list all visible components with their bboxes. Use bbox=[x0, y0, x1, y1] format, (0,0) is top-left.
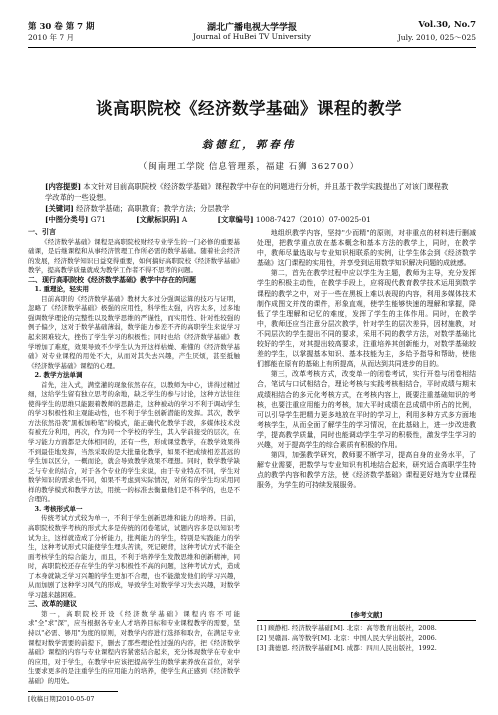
reference-item: [2] 吴赣昌. 高等数学[M]. 北京：中国人民大学出版社，2006. bbox=[257, 634, 437, 642]
issue-number: 第 30 卷 第 7 期 bbox=[28, 22, 95, 32]
journal-name-en: Journal of HuBei TV University bbox=[193, 32, 311, 41]
left-col-heading: 3. 考核形式单一 bbox=[34, 504, 83, 513]
left-col-paragraph: 首先，注入式，满堂灌的现象依然存在，以教师为中心，讲得过精过细，这给学生留有独立思考的余地，缺乏学生的参与讨论，这种方法往往使得学生的思维只能跟着教师的思路走，这种被动的学习不利于调动学生的学习积极性和主观能动性，也不利于学生创新潜能的发挥。其次，教学方法依然沿袭"黑板加粉笔"的模式，能正确代化教学手段，多媒体技术没有被充分利用，再次，作为同一个学校的学生，其入学前接受的层次，在学习能力方面都是大体相同的，还有一些，形成课堂教学，在教学效果得不到最佳地发挥，当然采取的是大批量化教学，如果不把成绩相差甚远的学生加以区分，一概而论，就会导致教学效果不理想。同时，数学教学缺乏与专业的结合，对于各个专业的学生来说，由于专业特点不同，学生对数学知识的需求也不同，如果不考虑到实际情况，对所有的学生均采用同样的教学模式和教学方法，用统一的标准去衡量他们是不科学的，也是不合理的。 bbox=[28, 380, 240, 504]
keywords bbox=[45, 203, 453, 214]
right-column bbox=[257, 228, 476, 603]
reference-item: [1] 顾静相. 经济数学基础[M]. 北京：高等教育出版社，2008. bbox=[257, 624, 437, 632]
article-value: 1008-7427（2010）07-0025-01 bbox=[255, 215, 371, 224]
left-col-heading: 二、现行高职院校《经济数学基础》教学中存在的问题 bbox=[28, 275, 196, 284]
references-rule bbox=[257, 620, 476, 621]
references bbox=[257, 610, 476, 653]
volume-en: Vol.30, No.7 bbox=[418, 20, 476, 30]
left-col-heading: 三、改革的建议 bbox=[28, 600, 77, 609]
header-rule bbox=[28, 47, 476, 48]
keywords-text: 经济数学基础；高职教育；教学方法；分层教学 bbox=[76, 204, 230, 213]
journal-name-cn: 湖北广播电视大学学报 bbox=[206, 23, 297, 33]
footnote-rule bbox=[28, 691, 118, 692]
left-col-heading: 2. 教学方法单调 bbox=[34, 371, 83, 380]
right-col-paragraph: 第二，首先在教学过程中应以学生为主题，教师为主导，充分发挥学生的积极主动性，在教学手段上，应将现代教育教学技术运用到数学课程的教学之中，对于一些在黑板上难以表现的内容，利用多媒体技术制作成图文并茂的课件，形象直观，使学生能够快速的理解和掌握，降低了学生理解和记忆的难度，发挥了学生的主体作用。同时，在教学中，教师还应当注意分层次教学，针对学生的层次差异，因材施教，对不同层次的学生提出不同的要求，采用不同的教学方法，对数学基础比较好的学生，对其提出较高要求，注重培养其创新能力，对数学基础较差的学生，以掌握基本知识、基本技能为主，多给予指导和帮助，使他们都能在原有的基础上有所提高，从而达到共同进步的目的。 bbox=[257, 269, 476, 369]
abstract-tag: [内容提要] bbox=[45, 182, 82, 191]
article-tag: [文章编号] bbox=[217, 215, 254, 224]
paper-title: 谈高职院校《经济数学基础》课程的教学 bbox=[96, 99, 402, 118]
abstract-text: 本文针对目前高职院校《经济数学基础》课程教学中存在的问题进行分析，并且基于教学实践提出了对该门课程教学改革的一些设想。 bbox=[45, 182, 449, 202]
right-col-paragraph: 第四，加强教学研究，教师要不断学习，提高自身的业务水平，了解专业需要，把数学与专业知识有机地结合起来，研究适合高职学生特点的教学内容和教学方法，使《经济数学基础》课程更好地为专业课程服务，为学生的可持续发展服务。 bbox=[257, 451, 476, 490]
affiliation: （闽南理工学院 信息管理系，福建 石狮 362700） bbox=[138, 162, 360, 172]
right-col-paragraph: 第三，改革考核方式，改变单一的闭卷考试，实行开卷与闭卷相结合，笔试与口试相结合，理论考核与实践考核相结合，平时成绩与期末成绩相结合的多元化考核方式，在考核内容上，既要注重基础知识的考核，也要注重应用能力的考核，加大平时成绩在总成绩中所占的比例，可以引导学生把精力更多地放在平时的学习上，利用多种方式多方面地考核学生，从而全面了解学生的学习情况，在此基础上，进一步改进教学，提高教学质量，同时也能调动学生学习的积极性，激发学生学习的兴趣，对于提高学生的综合素质有积极的作用。 bbox=[257, 370, 476, 449]
received-date: [收稿日期]2010-05-07 bbox=[28, 696, 95, 703]
left-col-paragraph: 第一，高职院校开设《经济数学基础》课程内容不可能求"全"求"深"，应当根据各专业人才培养目标和专业课程教学的需要，坚持以"必需、够用"为度的原则，对教学内容进行选择和取舍，在满足专业课程对数学需要的前提下，删去了那些理论性过强的内容，把《经济数学基础》课程的内容与专业课程内容紧密结合起来，充分体现数学在专业中的应用，对于学生，在教学中应该把提高学生的数学素养放在首位，对学生要求更多的是注重学生的应用能力的培养，使学生真正感到《经济数学基础》的用处。 bbox=[28, 609, 240, 685]
issue-date: 2010 年 7 月 bbox=[28, 33, 75, 42]
left-column bbox=[28, 228, 240, 688]
doc-tag: [文献标识码] bbox=[136, 215, 180, 224]
keywords-tag: [关键词] bbox=[45, 204, 74, 213]
left-col-paragraph: 《经济数学基础》课程是高职院校财经专业学生的一门必修的重要基础课，是后继课程和从事经济管理工作所必需的数学基础。随着社会经济的发展，经济数学知识日益变得重要，如何搞好高职院校《经济数学基础》教学，提高教学质量就成为教学工作者不得不思考的问题。 bbox=[28, 237, 240, 275]
date-pages-en: July. 2010, 025～025 bbox=[397, 33, 476, 42]
left-col-paragraph: 目前高职的《经济数学基础》教材大多过分强调运算的技巧与证明，忽略了《经济数学基础》极强的应用性，科学性太强，内容太多，过多地强调数学理论的完整性以及数学思维的严谨性，而实用性、针对性较强的例子偏少，这对于数学基础薄弱，数学能力参差不齐的高职学生来说学习起来困难较大，挫伤了学生学习的积极性；同时也给《经济数学基础》教学增加了难度，效果导致不少学生认为开这样枯燥、难懂的《经济数学基础》对专业课程的用处不大，从而对其失去兴趣，产生厌烦，甚至抵触《经济数学基础》课程的心理。 bbox=[28, 294, 240, 370]
running-header bbox=[28, 20, 476, 46]
left-col-heading: 1. 重理论，轻实用 bbox=[34, 285, 90, 294]
left-col-heading: 一、引言 bbox=[28, 228, 56, 236]
classification-line bbox=[45, 214, 453, 225]
abstract-block bbox=[45, 181, 453, 225]
reference-list bbox=[257, 623, 476, 653]
authors: 翁德红，郭春伟 bbox=[201, 139, 297, 151]
clc-value: G71 bbox=[90, 215, 106, 224]
references-heading: [参考文献] bbox=[350, 611, 383, 619]
abstract bbox=[45, 181, 453, 203]
right-col-paragraph: 地组织教学内容，坚持"少而精"的原则，对非重点的材料进行删减处理，把教学重点放在基本概念和基本方法的教学上，同时，在教学中，教师尽量选取与专业知识相联系的实例，让学生体会到《经济数学基础》这门课程的实用性，并享受到运用数学知识解决问题的成就感。 bbox=[257, 229, 476, 268]
left-col-paragraph: 传统考试方式较为单一，不利于学生创新思维和能力的培养。目前，高职院校数学考核的形式大多是传统的闭卷笔试，试题内容多是以知识考试为主，这样就造成了分析能力，批判能力的学生，特别是实践能力的学生，这种考试形式只能使学生埋头苦读，死记硬背，这种考试方式不能全面考核学生的综合能力，而且，不利于培养学生发散思维和创新精神，同时，高职院校还存在学生的学习积极性不高的问题，这种考试方式，造成了本身就缺乏学习兴趣的学生更加不合理，也不能激发他们的学习兴趣，从而加剧了这种学习风气的形成，导致学生对数学学习失去兴趣，对数学学习越来越困难。 bbox=[28, 514, 240, 599]
reference-item: [3] 龚德恩. 经济数学基础[M]. 成都：四川人民出版社，1992. bbox=[257, 644, 437, 652]
doc-value: A bbox=[181, 215, 188, 224]
clc-tag: [中图分类号] bbox=[45, 215, 89, 224]
